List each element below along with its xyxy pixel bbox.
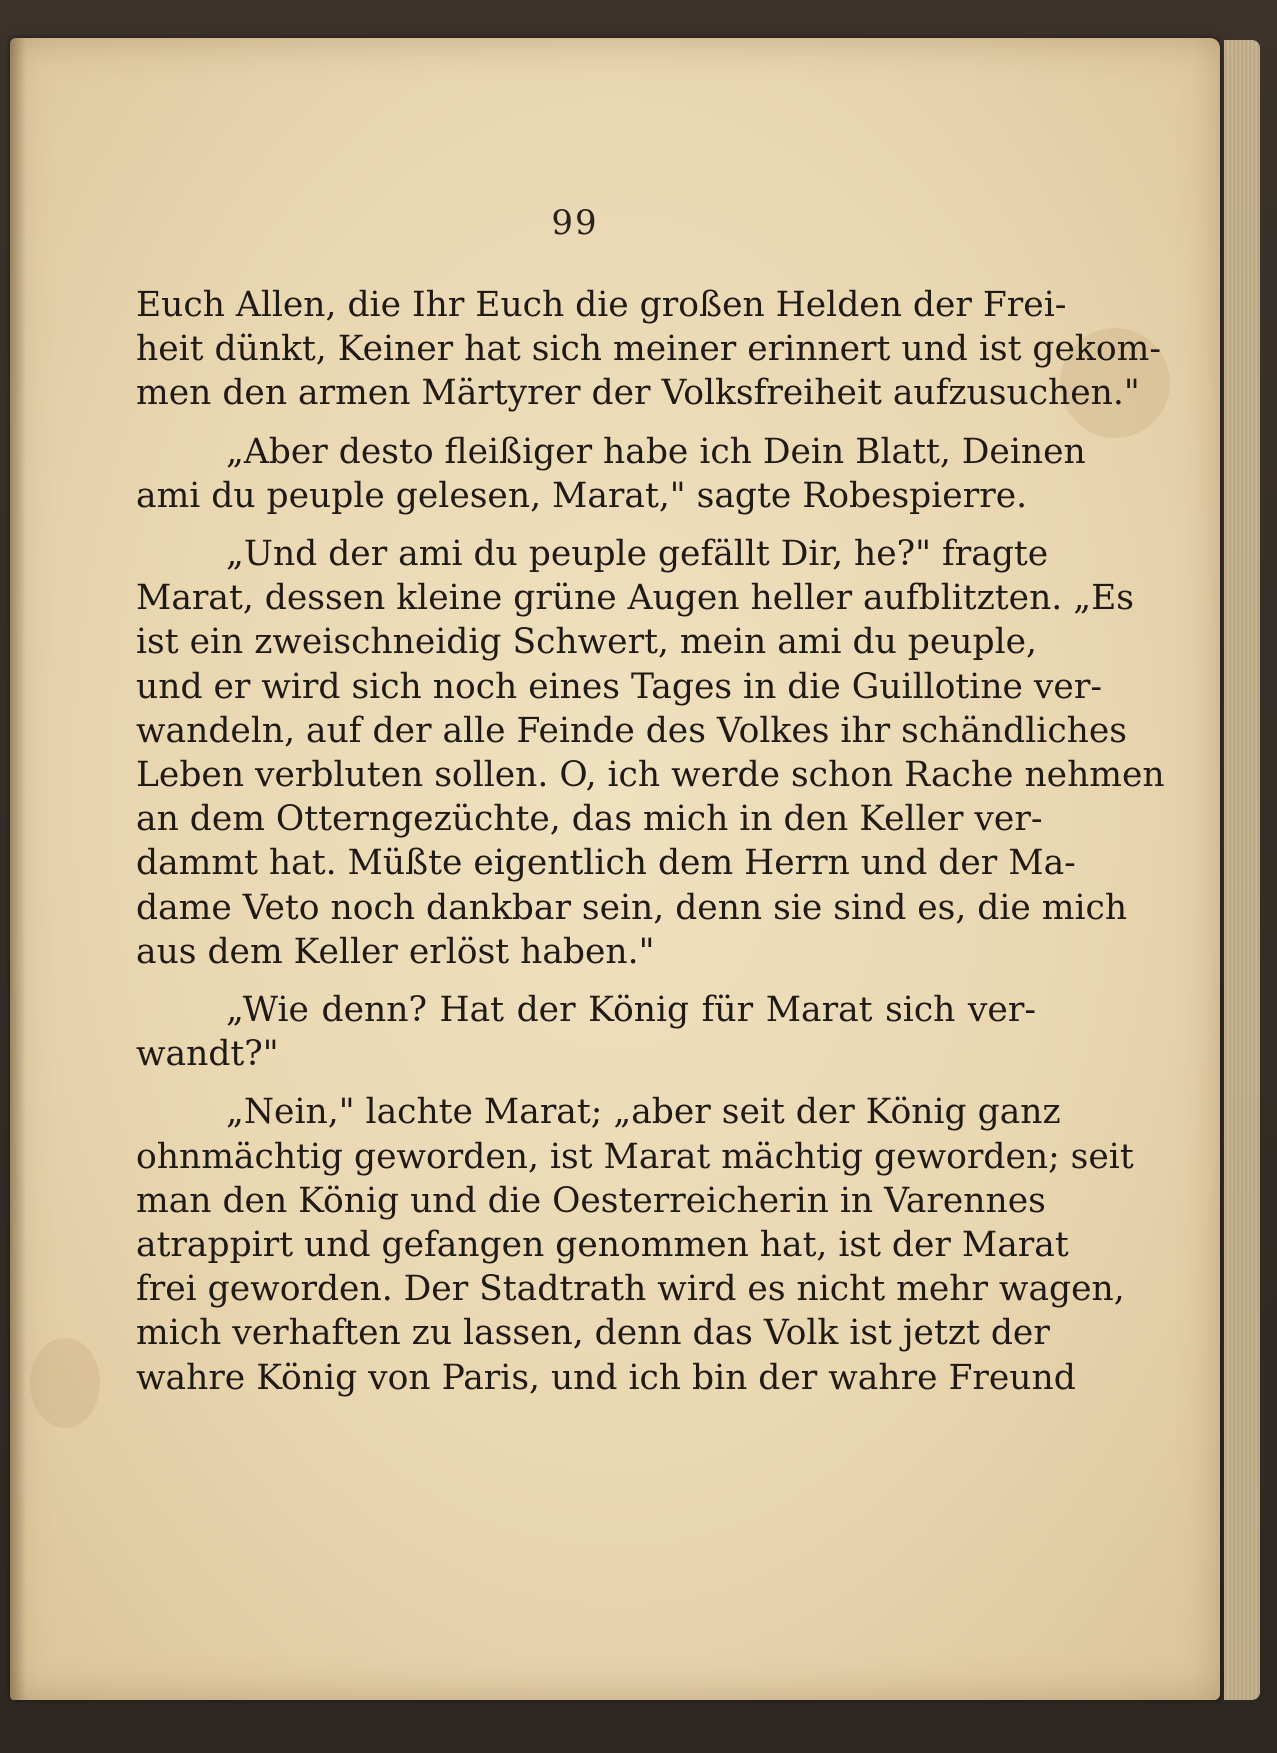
text-line: Marat, dessen kleine grüne Augen heller aufblitzten. „Es xyxy=(136,578,1135,619)
page-number: 99 xyxy=(551,203,599,243)
paragraph xyxy=(136,532,1165,974)
body-text xyxy=(136,283,1165,1400)
paragraph xyxy=(136,430,1086,518)
text-line: aus dem Keller erlöst haben." xyxy=(136,931,655,972)
text-line: „Nein," lachte Marat; „aber seit der König ganz xyxy=(226,1092,1061,1133)
paragraph xyxy=(136,1090,1134,1399)
text-line: an dem Otterngezüchte, das mich in den Keller ver- xyxy=(136,799,1043,840)
text-line: ohnmächtig geworden, ist Marat mächtig geworden; seit xyxy=(136,1136,1134,1177)
paragraph xyxy=(136,283,1161,416)
text-line: Leben verbluten sollen. O, ich werde schon Rache nehmen xyxy=(136,755,1165,796)
text-line: dame Veto noch dankbar sein, denn sie sind es, die mich xyxy=(136,887,1128,928)
text-line: Euch Allen, die Ihr Euch die großen Helden der Frei- xyxy=(136,285,1067,325)
page-edges xyxy=(1224,40,1260,1700)
text-line: frei geworden. Der Stadtrath wird es nicht mehr wagen, xyxy=(136,1269,1125,1310)
text-line: men den armen Märtyrer der Volksfreiheit aufzusuchen." xyxy=(136,373,1140,414)
text-line: ami du peuple gelesen, Marat," sagte Robespierre. xyxy=(136,475,1028,516)
text-line: wahre König von Paris, und ich bin der wahre Freund xyxy=(136,1357,1076,1398)
text-line: wandeln, auf der alle Feinde des Volkes ihr schändliches xyxy=(136,710,1127,751)
text-line: wandt?" xyxy=(136,1034,279,1075)
text-line: heit dünkt, Keiner hat sich meiner erinnert und ist gekom- xyxy=(136,329,1161,370)
text-line: „Wie denn? Hat der König für Marat sich ver- xyxy=(226,990,1036,1031)
text-line: ist ein zweischneidig Schwert, mein ami du peuple, xyxy=(136,622,1037,663)
text-line: und er wird sich noch eines Tages in die Guillotine ver- xyxy=(136,666,1102,707)
paper-stain xyxy=(30,1338,100,1428)
text-line: „Aber desto fleißiger habe ich Dein Blatt, Deinen xyxy=(226,431,1086,472)
text-line: mich verhaften zu lassen, denn das Volk ist jetzt der xyxy=(136,1313,1050,1354)
text-line: „Und der ami du peuple gefällt Dir, he?" fragte xyxy=(226,534,1049,575)
page-gutter-shadow xyxy=(10,38,26,1700)
text-line: atrappirt und gefangen genommen hat, ist der Marat xyxy=(136,1225,1069,1266)
text-line: man den König und die Oesterreicherin in Varennes xyxy=(136,1180,1046,1221)
text-line: dammt hat. Müßte eigentlich dem Herrn und der Ma- xyxy=(136,843,1076,884)
paragraph xyxy=(136,988,1036,1076)
